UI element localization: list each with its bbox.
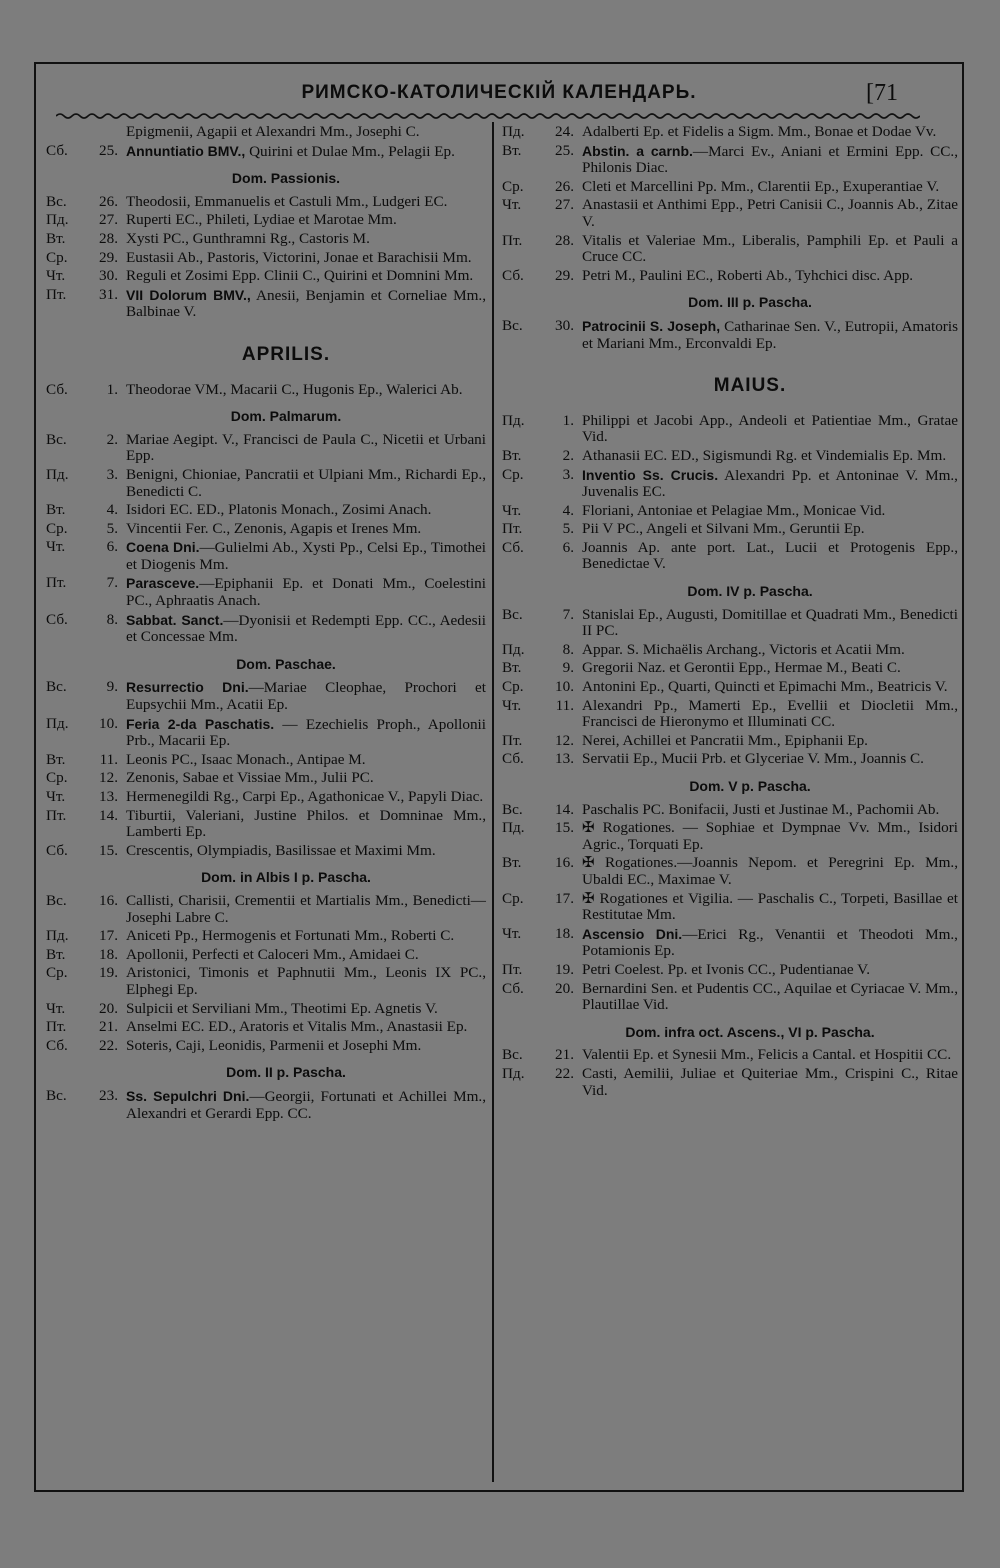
weekday-label: Сб.: [46, 841, 68, 859]
weekday-label: Ср.: [502, 678, 524, 696]
weekday-label: Ср.: [46, 964, 68, 982]
feast-name: Ascensio Dni.: [582, 925, 683, 942]
calendar-entry: [46, 843, 486, 860]
day-number: 20.: [555, 979, 574, 997]
day-number: 28.: [99, 229, 118, 247]
weekday-label: Вс.: [46, 1086, 67, 1104]
calendar-entry: [502, 521, 958, 538]
sunday-heading: Dom. Passionis.: [231, 170, 341, 187]
page-number: [71: [866, 80, 898, 106]
saints-text: Floriani, Antoniae et Pelagiae Mm., Monicae Vid.: [582, 501, 886, 519]
saints-text: Reguli et Zosimi Epp. Clinii C., Quirini et Domnini Mm.: [126, 267, 474, 285]
weekday-label: Ср.: [46, 248, 68, 266]
feast-name: Inventio Ss. Crucis.: [582, 466, 719, 483]
weekday-label: Вт.: [46, 501, 66, 519]
day-number: 5.: [562, 520, 574, 538]
day-number: 21.: [555, 1046, 574, 1064]
calendar-entry: [502, 124, 958, 141]
saints-text: Theodosii, Emmanuelis et Castuli Mm., Ludgeri EC.: [126, 192, 448, 210]
day-number: 2.: [106, 430, 118, 448]
calendar-entry: [46, 539, 486, 573]
weekday-label: Пд.: [46, 211, 69, 229]
saints-text: ✠ Rogationes. — Sophiae et Dympnae Vv. Mm., Isidori Agric., Torquati Ep.: [582, 819, 958, 853]
weekday-label: Вт.: [46, 945, 66, 963]
day-number: 7.: [562, 605, 574, 623]
calendar-entry: [502, 318, 958, 352]
saints-text: Adalberti Ep. et Fidelis a Sigm. Mm., Bonae et Dodae Vv.: [582, 123, 937, 140]
saints-text: Appar. S. Michaëlis Archang., Victoris et Acatii Mm.: [582, 640, 905, 658]
saints-text: Tiburtii, Valeriani, Justine Philos. et Domninae Mm., Lamberti Ep.: [126, 806, 486, 841]
day-number: 7.: [106, 574, 118, 592]
calendar-entry: [46, 1019, 486, 1036]
weekday-label: Пд.: [46, 927, 69, 945]
feast-name: Coena Dni.: [126, 539, 200, 556]
calendar-entry: [46, 1038, 486, 1055]
calendar-entry: [46, 716, 486, 750]
weekday-label: Пт.: [46, 285, 67, 303]
month-heading: APRILIS.: [241, 343, 331, 365]
month-heading: MAIUS.: [713, 375, 787, 397]
weekday-label: Ср.: [46, 519, 68, 537]
day-number: 11.: [555, 696, 574, 714]
weekday-label: Пт.: [46, 574, 67, 592]
weekday-label: Пд.: [46, 714, 69, 732]
day-number: 9.: [106, 678, 118, 696]
saints-text: —Erici Rg., Venantii et Theodoti Mm., Potamionis Ep.: [582, 925, 958, 960]
weekday-label: Сб.: [46, 610, 68, 628]
weekday-label: Пд.: [502, 819, 525, 837]
calendar-entry: [502, 820, 958, 853]
calendar-entry: [46, 808, 486, 841]
weekday-label: Чт.: [502, 501, 522, 519]
day-number: 10.: [555, 678, 574, 696]
weekday-label: Чт.: [502, 196, 522, 214]
calendar-entry: [502, 197, 958, 230]
day-number: 8.: [106, 610, 118, 628]
weekday-label: Вс.: [502, 316, 523, 334]
calendar-entry: [46, 143, 486, 161]
day-number: 27.: [99, 211, 118, 229]
calendar-entry: [502, 268, 958, 285]
weekday-label: Ср.: [502, 465, 524, 483]
saints-text: ✠ Rogationes et Vigilia. — Paschalis C., Torpeti, Basillae et Restitutae Mm.: [582, 889, 958, 924]
calendar-entry: [502, 751, 958, 768]
day-number: 22.: [555, 1064, 574, 1082]
day-number: 17.: [99, 927, 118, 945]
saints-text: Ruperti EC., Phileti, Lydiae et Marotae Mm.: [126, 211, 397, 229]
calendar-page: [34, 62, 964, 1492]
day-number: 4.: [106, 501, 118, 519]
day-number: 26.: [555, 177, 574, 195]
feast-name: Sabbat. Sanct.: [126, 611, 224, 628]
saints-text: Callisti, Charisii, Crementii et Martialis Mm., Benedicti—Josephi Labre C.: [126, 891, 486, 926]
weekday-label: Сб.: [46, 1036, 68, 1054]
weekday-label: Вт.: [46, 229, 66, 247]
feast-name: Resurrectio Dni.: [126, 679, 249, 696]
day-number: 14.: [555, 800, 574, 818]
saints-text: Benigni, Chioniae, Pancratii et Ulpiani Mm., Richardi Ep., Benedicti C.: [126, 465, 486, 500]
weekday-label: Пд.: [502, 123, 525, 140]
saints-text: Crescentis, Olympiadis, Basilissae et Maximi Mm.: [126, 841, 436, 859]
feast-name: VII Dolorum BMV.,: [126, 286, 251, 303]
saints-text: Servatii Ep., Mucii Prb. et Glyceriae V. Mm., Joannis C.: [582, 750, 924, 768]
weekday-label: Ср.: [502, 177, 524, 195]
sunday-heading: Dom. V p. Pascha.: [689, 778, 811, 794]
calendar-entry: [46, 1001, 486, 1018]
calendar-entry: [46, 752, 486, 769]
day-number: 21.: [99, 1018, 118, 1036]
weekday-label: Вс.: [502, 1046, 523, 1064]
saints-text: Isidori EC. ED., Platonis Monach., Zosimi Anach.: [126, 501, 432, 519]
weekday-label: Сб.: [46, 141, 68, 159]
wavy-rule: [56, 112, 920, 120]
feast-name: Patrocinii S. Joseph,: [582, 317, 721, 334]
saints-text: Petri Coelest. Pp. et Ivonis CC., Pudentianae V.: [582, 960, 870, 978]
day-number: 11.: [99, 750, 118, 768]
saints-text: —Georgii, Fortunati et Achillei Mm., Alexandri et Gerardi Epp. CC.: [126, 1087, 486, 1122]
weekday-label: Пт.: [502, 231, 523, 249]
feast-name: Parasceve.: [126, 575, 200, 592]
weekday-label: Чт.: [46, 999, 66, 1017]
saints-text: Valentii Ep. et Synesii Mm., Felicis a Cantal. et Hospitii CC.: [582, 1046, 952, 1064]
saints-text: —Epiphanii Ep. et Donati Mm., Coelestini PC., Aphraatis Anach.: [126, 575, 486, 610]
day-number: 1.: [562, 411, 574, 429]
saints-text: Vitalis et Valeriae Mm., Liberalis, Pamphili Ep. et Pauli a Cruce CC.: [582, 231, 958, 266]
calendar-entry: [46, 467, 486, 500]
day-number: 30.: [99, 267, 118, 285]
feast-name: Feria 2-da Paschatis.: [126, 715, 275, 732]
sunday-heading: Dom. Palmarum.: [230, 408, 342, 425]
saints-text: Petri M., Paulini EC., Roberti Ab., Tyhchici disc. App.: [582, 266, 914, 284]
saints-text: —Dyonisii et Redempti Epp. CC., Aedesii et Concessae Mm.: [126, 611, 486, 646]
calendar-entry: [46, 612, 486, 646]
saints-text: Anselmi EC. ED., Aratoris et Vitalis Mm., Anastasii Ep.: [126, 1018, 468, 1036]
weekday-label: Вт.: [502, 446, 522, 464]
saints-text: Bernardini Sen. et Pudentis CC., Aquilae et Cyriacae V. Mm., Plautillae Vid.: [582, 979, 958, 1014]
day-number: 25.: [99, 141, 118, 159]
saints-text: Casti, Aemilii, Juliae et Quiteriae Mm., Crispini C., Ritae Vid.: [582, 1064, 958, 1099]
calendar-entry: [46, 212, 486, 229]
day-number: 12.: [555, 731, 574, 749]
weekday-label: Вс.: [46, 430, 67, 448]
saints-text: Pii V PC., Angeli et Silvani Mm., Geruntii Ep.: [582, 520, 865, 538]
calendar-entry: [46, 502, 486, 519]
saints-text: Joannis Ap. ante port. Lat., Lucii et Protogenis Epp., Benedictae V.: [582, 538, 958, 573]
saints-text: ✠ Rogationes.—Joannis Nepom. et Peregrini Ep. Mm., Ubaldi EC., Maximae V.: [582, 854, 958, 888]
day-number: 4.: [562, 501, 574, 519]
calendar-entry: [502, 413, 958, 446]
calendar-entry: [46, 432, 486, 465]
calendar-entry: [502, 503, 958, 520]
saints-text: Paschalis PC. Bonifacii, Justi et Justinae M., Pachomii Ab.: [582, 800, 940, 818]
day-number: 6.: [106, 538, 118, 556]
saints-text: Apollonii, Perfecti et Caloceri Mm., Amidaei C.: [126, 945, 419, 963]
saints-text: Aristonici, Timonis et Paphnutii Mm., Leonis IX PC., Elphegi Ep.: [126, 964, 486, 998]
saints-text: — Ezechielis Proph., Apollonii Prb., Macarii Ep.: [126, 715, 486, 750]
saints-text: Stanislai Ep., Augusti, Domitillae et Quadrati Mm., Benedicti II PC.: [582, 605, 958, 640]
weekday-label: Чт.: [46, 267, 66, 285]
day-number: 13.: [99, 788, 118, 805]
day-number: 29.: [99, 248, 118, 266]
calendar-entry: [502, 607, 958, 640]
calendar-entry: [46, 575, 486, 609]
day-number: 2.: [562, 446, 574, 464]
feast-name: Annuntiatio BMV.,: [126, 142, 246, 159]
weekday-label: Пт.: [502, 960, 523, 978]
saints-text: Anastasii et Anthimi Epp., Petri Canisii C., Joannis Ab., Zitae V.: [582, 196, 958, 230]
saints-text: Alexandri Pp., Mamerti Ep., Evellii et Diocletii Mm., Francisci de Hieronymo et Illuminati CC.: [582, 696, 958, 731]
sunday-heading: Dom. II p. Pascha.: [226, 1064, 346, 1081]
weekday-label: Пд.: [502, 411, 525, 429]
saints-text: Quirini et Dulae Mm., Pelagii Ep.: [245, 142, 455, 160]
day-number: 19.: [555, 960, 574, 978]
day-number: 3.: [106, 465, 118, 483]
calendar-entry: [46, 231, 486, 248]
calendar-entry: [46, 789, 486, 806]
calendar-entry: [502, 926, 958, 960]
page-title: РИМСКО-КАТОЛИЧЕСКІЙ КАЛЕНДАРЬ.: [301, 82, 697, 103]
saints-text: Catharinae Sen. V., Eutropii, Amatoris et Mariani Mm., Erconvaldi Ep.: [582, 317, 958, 352]
weekday-label: Чт.: [502, 924, 522, 942]
calendar-entry: [46, 268, 486, 285]
calendar-entry: [46, 965, 486, 998]
sunday-heading: Dom. Paschae.: [236, 655, 336, 672]
saints-text: —Mariae Cleophae, Prochori et Eupsychii Mm., Acatii Ep.: [126, 679, 487, 714]
calendar-entry: [46, 194, 486, 211]
day-number: 15.: [99, 841, 118, 859]
weekday-label: Вс.: [502, 605, 523, 623]
calendar-entry: [46, 521, 486, 538]
calendar-entry: [46, 382, 486, 399]
saints-text: Philippi et Jacobi App., Andeoli et Patientiae Mm., Gratae Vid.: [582, 411, 958, 446]
sunday-heading: Dom. in Albis I p. Pascha.: [201, 869, 371, 886]
calendar-entry: [46, 928, 486, 945]
day-number: 9.: [562, 659, 574, 677]
weekday-label: Пд.: [502, 640, 525, 658]
saints-text: Anesii, Benjamin et Corneliae Mm., Balbinae V.: [126, 286, 486, 321]
weekday-label: Вс.: [502, 800, 523, 818]
calendar-entry: [502, 962, 958, 979]
day-number: 25.: [555, 141, 574, 159]
calendar-entry: [502, 981, 958, 1014]
saints-text: Athanasii EC. ED., Sigismundi Rg. et Vindemialis Ep. Mm.: [582, 446, 947, 464]
left-column: [46, 124, 486, 1124]
calendar-entry: [502, 733, 958, 750]
saints-text: —Gulielmi Ab., Xysti Pp., Celsi Ep., Timothei et Diogenis Mm.: [126, 539, 486, 573]
day-number: 15.: [555, 819, 574, 837]
calendar-entry: [46, 770, 486, 787]
calendar-entry: [502, 802, 958, 819]
saints-text: Mariae Aegipt. V., Francisci de Paula C., Nicetii et Urbani Epp.: [126, 430, 486, 465]
day-number: 12.: [99, 769, 118, 787]
day-number: 13.: [555, 750, 574, 768]
day-number: 17.: [555, 889, 574, 907]
saints-text: Antonini Ep., Quarti, Quincti et Epimachi Mm., Beatricis V.: [582, 678, 948, 696]
weekday-label: Сб.: [46, 380, 68, 398]
weekday-label: Вт.: [502, 659, 522, 677]
saints-text: Eustasii Ab., Pastoris, Victorini, Jonae et Barachisii Mm.: [126, 248, 472, 266]
calendar-entry: [502, 698, 958, 731]
calendar-entry: [502, 448, 958, 465]
day-number: 5.: [106, 519, 118, 537]
day-number: 18.: [99, 945, 118, 963]
day-number: 23.: [99, 1086, 118, 1104]
weekday-label: Вс.: [46, 192, 67, 210]
right-column: [502, 124, 958, 1101]
saints-text: Xysti PC., Gunthramni Rg., Castoris M.: [126, 229, 370, 247]
calendar-entry: [502, 679, 958, 696]
calendar-entry: [46, 124, 486, 141]
day-number: 30.: [555, 316, 574, 334]
weekday-label: Сб.: [502, 538, 524, 556]
day-number: 1.: [106, 380, 118, 398]
sunday-heading: Dom. IV p. Pascha.: [687, 583, 813, 600]
weekday-label: Вс.: [46, 678, 67, 696]
day-number: 8.: [562, 640, 574, 658]
weekday-label: Вт.: [502, 854, 522, 872]
weekday-label: Пд.: [502, 1064, 525, 1082]
day-number: 3.: [562, 465, 574, 483]
day-number: 20.: [99, 999, 118, 1017]
column-divider: [492, 122, 494, 1482]
weekday-label: Ср.: [502, 889, 524, 907]
saints-text: Cleti et Marcellini Pp. Mm., Clarentii Ep., Exuperantiae V.: [582, 177, 940, 195]
saints-text: —Marci Ev., Aniani et Ermini Epp. CC., Philonis Diac.: [582, 142, 958, 177]
calendar-entry: [46, 893, 486, 926]
weekday-label: Ср.: [46, 769, 68, 787]
weekday-label: Пт.: [46, 1018, 67, 1036]
day-number: 28.: [555, 231, 574, 249]
saints-text: Gregorii Naz. et Gerontii Epp., Hermae M., Beati C.: [582, 659, 901, 677]
calendar-entry: [502, 143, 958, 177]
calendar-entry: [46, 679, 486, 713]
day-number: 19.: [99, 964, 118, 982]
saints-text: Soteris, Caji, Leonidis, Parmenii et Josephi Mm.: [126, 1036, 422, 1054]
calendar-entry: [502, 855, 958, 888]
saints-text: Sulpicii et Serviliani Mm., Theotimi Ep. Agnetis V.: [126, 999, 438, 1017]
calendar-entry: [46, 1088, 486, 1122]
day-number: 22.: [99, 1036, 118, 1054]
saints-text: Hermenegildi Rg., Carpi Ep., Agathonicae V., Papyli Diac.: [126, 788, 484, 805]
calendar-entry: [502, 660, 958, 677]
calendar-entry: [46, 287, 486, 321]
page-header: [36, 78, 962, 112]
calendar-entry: [502, 233, 958, 266]
weekday-label: Сб.: [502, 750, 524, 768]
day-number: 16.: [99, 891, 118, 909]
saints-text: Vincentii Fer. C., Zenonis, Agapis et Irenes Mm.: [126, 519, 422, 537]
weekday-label: Вт.: [502, 141, 522, 159]
day-number: 6.: [562, 538, 574, 556]
saints-text: Nerei, Achillei et Pancratii Mm., Epiphanii Ep.: [582, 731, 868, 749]
weekday-label: Сб.: [502, 979, 524, 997]
day-number: 27.: [555, 196, 574, 214]
weekday-label: Чт.: [46, 788, 66, 805]
weekday-label: Вс.: [46, 891, 67, 909]
weekday-label: Пт.: [502, 520, 523, 538]
day-number: 18.: [555, 924, 574, 942]
day-number: 24.: [555, 123, 574, 140]
day-number: 29.: [555, 266, 574, 284]
calendar-entry: [502, 467, 958, 501]
day-number: 31.: [99, 285, 118, 303]
saints-text: Leonis PC., Isaac Monach., Antipae M.: [126, 750, 366, 768]
calendar-entry: [502, 1066, 958, 1099]
weekday-label: Сб.: [502, 266, 524, 284]
saints-text: Epigmenii, Agapii et Alexandri Mm., Josephi C.: [126, 123, 420, 140]
calendar-entry: [502, 540, 958, 573]
calendar-entry: [46, 947, 486, 964]
weekday-label: Чт.: [46, 538, 66, 556]
calendar-entry: [502, 642, 958, 659]
weekday-label: Чт.: [502, 696, 522, 714]
calendar-entry: [502, 1047, 958, 1064]
day-number: 16.: [555, 854, 574, 872]
weekday-label: Пт.: [502, 731, 523, 749]
sunday-heading: Dom. III p. Pascha.: [688, 294, 812, 311]
calendar-entry: [502, 891, 958, 924]
sunday-heading: Dom. infra oct. Ascens., VI p. Pascha.: [625, 1023, 875, 1040]
saints-text: Alexandri Pp. et Antoninae V. Mm., Juvenalis EC.: [582, 466, 958, 501]
day-number: 14.: [99, 806, 118, 824]
calendar-entry: [46, 250, 486, 267]
feast-name: Ss. Sepulchri Dni.: [126, 1087, 250, 1104]
saints-text: Aniceti Pp., Hermogenis et Fortunati Mm., Roberti C.: [126, 927, 455, 945]
saints-text: Zenonis, Sabae et Vissiae Mm., Julii PC.: [126, 769, 374, 787]
weekday-label: Вт.: [46, 750, 66, 768]
day-number: 26.: [99, 192, 118, 210]
day-number: 10.: [99, 714, 118, 732]
saints-text: Theodorae VM., Macarii C., Hugonis Ep., Walerici Ab.: [126, 380, 463, 398]
weekday-label: Пд.: [46, 465, 69, 483]
calendar-entry: [502, 179, 958, 196]
weekday-label: Пт.: [46, 806, 67, 824]
feast-name: Abstin. a carnb.: [582, 142, 693, 159]
